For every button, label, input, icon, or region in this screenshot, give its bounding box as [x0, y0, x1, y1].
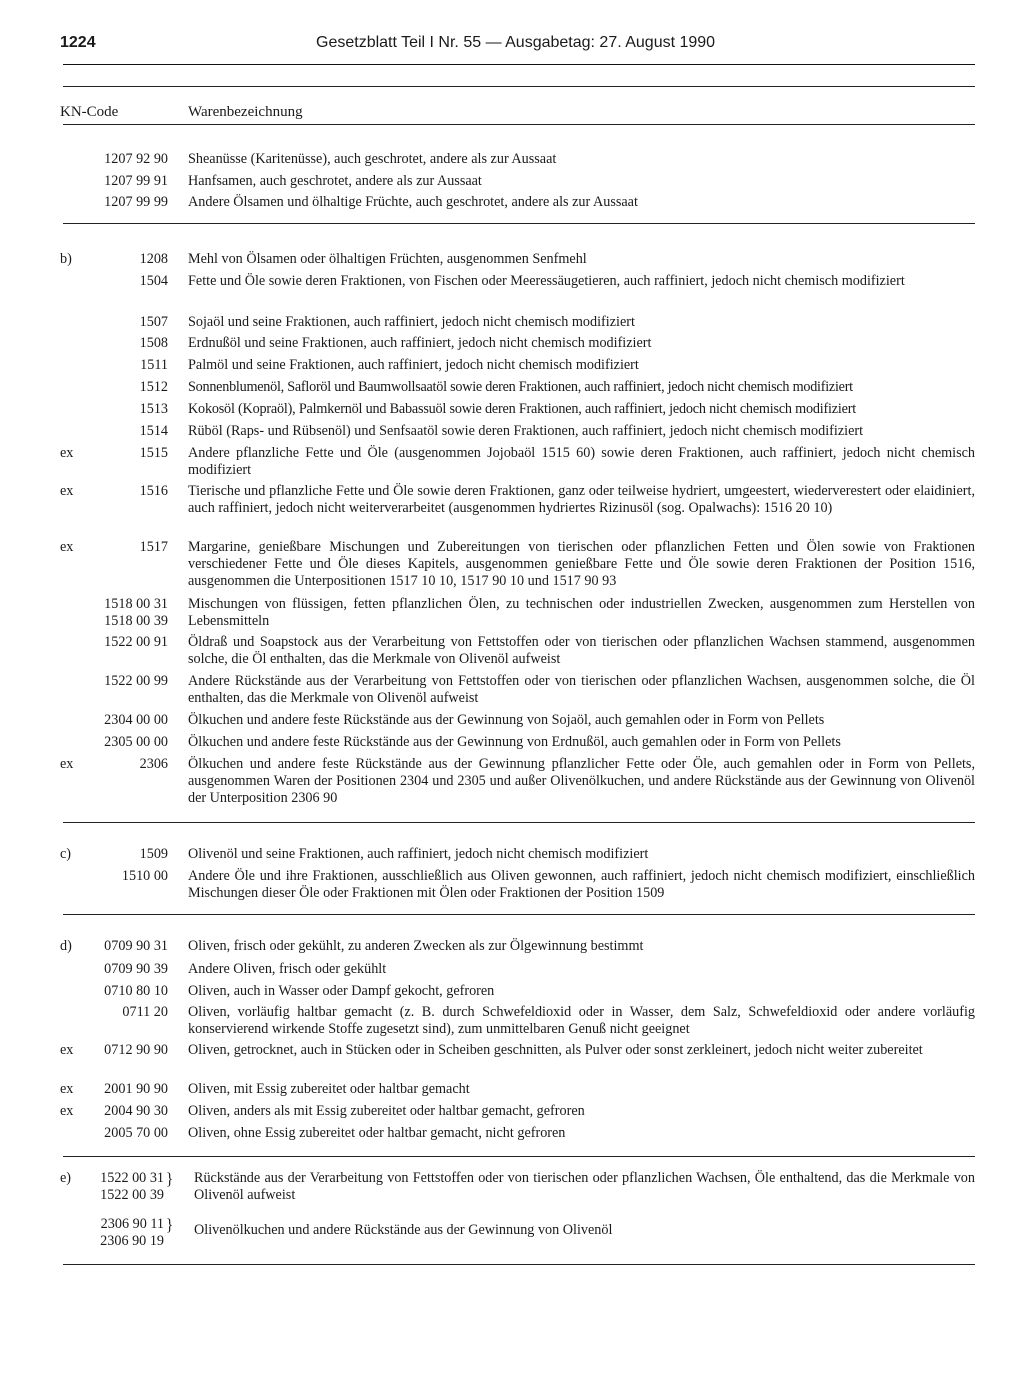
kn-code: 1504 — [139, 273, 168, 289]
table-bottom-rule — [63, 1264, 975, 1265]
goods-description: Andere Öle und ihre Fraktionen, ausschließlich aus Oliven gewonnen, auch raffiniert, jedoch nicht chemisch modifiziert, einschließlich Mischungen dieser Öle oder Fraktionen mit Ölen oder Fraktionen der Position 1509 — [188, 868, 975, 901]
goods-description: Sheanüsse (Karitenüsse), auch geschrotet, andere als zur Aussaat — [188, 151, 557, 167]
row-prefix: d) — [60, 938, 72, 954]
kn-code: 2004 90 30 — [104, 1103, 168, 1119]
goods-description: Ölkuchen und andere feste Rückstände aus der Gewinnung von Erdnußöl, auch gemahlen oder in Form von Pellets — [188, 734, 841, 750]
kn-code: 1517 — [139, 539, 168, 555]
running-title: Gesetzblatt Teil I Nr. 55 — Ausgabetag: 27. August 1990 — [316, 34, 716, 51]
kn-code: 2306 — [139, 756, 168, 772]
goods-description: Andere pflanzliche Fette und Öle (ausgenommen Jojobaöl 1515 60) sowie deren Fraktionen, auch raffiniert, jedoch nicht chemisch modifiziert — [188, 445, 975, 478]
kn-code: 1207 99 99 — [104, 194, 168, 210]
goods-description: Rüböl (Raps- und Rübsenöl) und Senfsaatöl sowie deren Fraktionen, auch raffiniert, jedoch nicht chemisch modifiziert — [188, 423, 864, 439]
group-rule — [63, 822, 975, 823]
kn-code: 1518 00 31 1518 00 39 — [104, 596, 168, 629]
column-header-description: Warenbezeichnung — [188, 104, 303, 120]
row-prefix: ex — [60, 756, 74, 772]
kn-code: 2005 70 00 — [104, 1125, 168, 1141]
kn-code: 1508 — [139, 335, 168, 351]
kn-code: 1510 00 — [121, 868, 168, 884]
brace-symbol: } — [166, 1216, 174, 1235]
group-rule — [63, 914, 975, 915]
goods-description: Andere Ölsamen und ölhaltige Früchte, auch geschrotet, andere als zur Aussaat — [188, 194, 638, 210]
goods-description: Oliven, frisch oder gekühlt, zu anderen Zwecken als zur Ölgewinnung bestimmt — [188, 938, 644, 954]
kn-code: 2305 00 00 — [104, 734, 168, 750]
kn-code: 1511 — [140, 357, 168, 373]
goods-description: Olivenöl und seine Fraktionen, auch raffiniert, jedoch nicht chemisch modifiziert — [188, 846, 649, 862]
goods-description: Oliven, vorläufig haltbar gemacht (z. B. durch Schwefeldioxid oder in Wasser, dem Salz, Schwefeldioxid oder andere vorläufig konservierend wirkende Stoffe zugesetzt sind), zum unmittelbaren Genuß nicht geeignet — [188, 1004, 975, 1037]
goods-description: Oliven, getrocknet, auch in Stücken oder in Scheiben geschnitten, als Pulver oder sonst zerkleinert, jedoch nicht weiter zubereitet — [188, 1042, 923, 1058]
page-header — [60, 34, 975, 60]
goods-description: Mehl von Ölsamen oder ölhaltigen Früchten, ausgenommen Senfmehl — [188, 251, 587, 267]
goods-description: Fette und Öle sowie deren Fraktionen, von Fischen oder Meeressäugetieren, auch raffiniert, jedoch nicht chemisch modifiziert — [188, 273, 905, 289]
goods-description: Oliven, ohne Essig zubereitet oder haltbar gemacht, nicht gefroren — [188, 1125, 566, 1141]
goods-description: Andere Rückstände aus der Verarbeitung von Fettstoffen oder von tierischen oder pflanzlichen Wachsen, ausgenommen solche, die Öl enthalten, das die Merkmale von Olivenöl aufweist — [188, 673, 975, 706]
row-prefix: e) — [60, 1170, 72, 1186]
group-rule — [63, 223, 975, 224]
kn-code: 2304 00 00 — [104, 712, 168, 728]
kn-code: 1522 00 91 — [104, 634, 168, 650]
kn-code: 1516 — [139, 483, 168, 499]
row-prefix: ex — [60, 483, 74, 499]
goods-description: Margarine, genießbare Mischungen und Zubereitungen von tierischen oder pflanzlichen Fetten und Ölen sowie von Fraktionen verschiedener Fette und Öle dieses Kapitels, ausgenommen genießbare Fette und Öle sowie deren Fraktionen der Position 1516, ausgenommen die Unterpositionen 1517 10 10, 1517 90 10 und 1517 90 93 — [188, 539, 975, 589]
kn-code: 0712 90 90 — [104, 1042, 168, 1058]
kn-code: 2306 90 11 2306 90 19 — [100, 1216, 164, 1249]
goods-description: Palmöl und seine Fraktionen, auch raffiniert, jedoch nicht chemisch modifiziert — [188, 357, 639, 373]
goods-description: Erdnußöl und seine Fraktionen, auch raffiniert, jedoch nicht chemisch modifiziert — [188, 335, 652, 351]
kn-code: 1207 92 90 — [104, 151, 168, 167]
kn-code: 1513 — [139, 401, 168, 417]
kn-code: 1512 — [139, 379, 168, 395]
goods-description: Kokosöl (Kopraöl), Palmkernöl und Babassuöl sowie deren Fraktionen, auch raffiniert, jedoch nicht chemisch modifiziert — [188, 401, 856, 417]
row-prefix: ex — [60, 1103, 74, 1119]
goods-description: Ölkuchen und andere feste Rückstände aus der Gewinnung pflanzlicher Fette oder Öle, auch gemahlen oder in Form von Pellets, ausgenommen Waren der Positionen 2304 und 2305 und außer Olivenölkuchen, und andere Rückstände aus der Gewinnung von Olivenöl der Unterposition 2306 90 — [188, 756, 975, 806]
goods-description: Oliven, mit Essig zubereitet oder haltbar gemacht — [188, 1081, 470, 1097]
kn-code: 1514 — [139, 423, 168, 439]
row-prefix: ex — [60, 1042, 74, 1058]
kn-code: 2001 90 90 — [104, 1081, 168, 1097]
page-number: 1224 — [60, 34, 96, 51]
goods-description: Oliven, auch in Wasser oder Dampf gekocht, gefroren — [188, 983, 495, 999]
kn-code: 0710 80 10 — [104, 983, 168, 999]
goods-description: Andere Oliven, frisch oder gekühlt — [188, 961, 387, 977]
goods-description: Oliven, anders als mit Essig zubereitet oder haltbar gemacht, gefroren — [188, 1103, 585, 1119]
row-prefix: ex — [60, 539, 74, 555]
kn-code: 1522 00 31 1522 00 39 — [100, 1170, 164, 1203]
kn-code: 1522 00 99 — [104, 673, 168, 689]
kn-code: 1507 — [139, 314, 168, 330]
header-rule — [63, 64, 975, 65]
goods-description: Mischungen von flüssigen, fetten pflanzlichen Ölen, zu technischen oder industriellen Zwecken, ausgenommen zum Herstellen von Lebensmitteln — [188, 596, 975, 629]
goods-description: Hanfsamen, auch geschrotet, andere als zur Aussaat — [188, 173, 482, 189]
column-header-rule — [63, 124, 975, 125]
kn-code: 1208 — [139, 251, 168, 267]
kn-code: 0709 90 39 — [104, 961, 168, 977]
goods-description: Sonnenblumenöl, Safloröl und Baumwollsaatöl sowie deren Fraktionen, auch raffiniert, jedoch nicht chemisch modifiziert — [188, 379, 853, 395]
table-top-rule — [63, 86, 975, 87]
goods-description: Olivenölkuchen und andere Rückstände aus der Gewinnung von Olivenöl — [194, 1222, 613, 1238]
kn-code: 0711 20 — [122, 1004, 168, 1020]
row-prefix: ex — [60, 445, 74, 461]
goods-description: Rückstände aus der Verarbeitung von Fettstoffen oder von tierischen oder pflanzlichen Wachsen, Öle enthaltend, das die Merkmale von Olivenöl aufweist — [194, 1170, 975, 1203]
row-prefix: ex — [60, 1081, 74, 1097]
kn-code: 1509 — [139, 846, 168, 862]
brace-symbol: } — [166, 1170, 174, 1189]
kn-code: 1207 99 91 — [104, 173, 168, 189]
kn-code: 1515 — [139, 445, 168, 461]
group-rule — [63, 1156, 975, 1157]
kn-code: 0709 90 31 — [104, 938, 168, 954]
goods-description: Sojaöl und seine Fraktionen, auch raffiniert, jedoch nicht chemisch modifiziert — [188, 314, 635, 330]
goods-description: Öldraß und Soapstock aus der Verarbeitung von Fettstoffen oder von tierischen oder pflanzlichen Wachsen stammend, ausgenommen solche, die Öl enthalten, das die Merkmale von Olivenöl aufweist — [188, 634, 975, 667]
row-prefix: c) — [60, 846, 72, 862]
goods-description: Ölkuchen und andere feste Rückstände aus der Gewinnung von Sojaöl, auch gemahlen oder in Form von Pellets — [188, 712, 825, 728]
row-prefix: b) — [60, 251, 72, 267]
goods-description: Tierische und pflanzliche Fette und Öle sowie deren Fraktionen, ganz oder teilweise hydriert, umgeestert, wiederverestert oder elaidiniert, auch raffiniert, jedoch nicht weiterverarbeitet (ausgenommen hydriertes Rizinusöl (sog. Opalwachs): 1516 20 10) — [188, 483, 975, 516]
column-header-code: KN-Code — [60, 104, 119, 120]
